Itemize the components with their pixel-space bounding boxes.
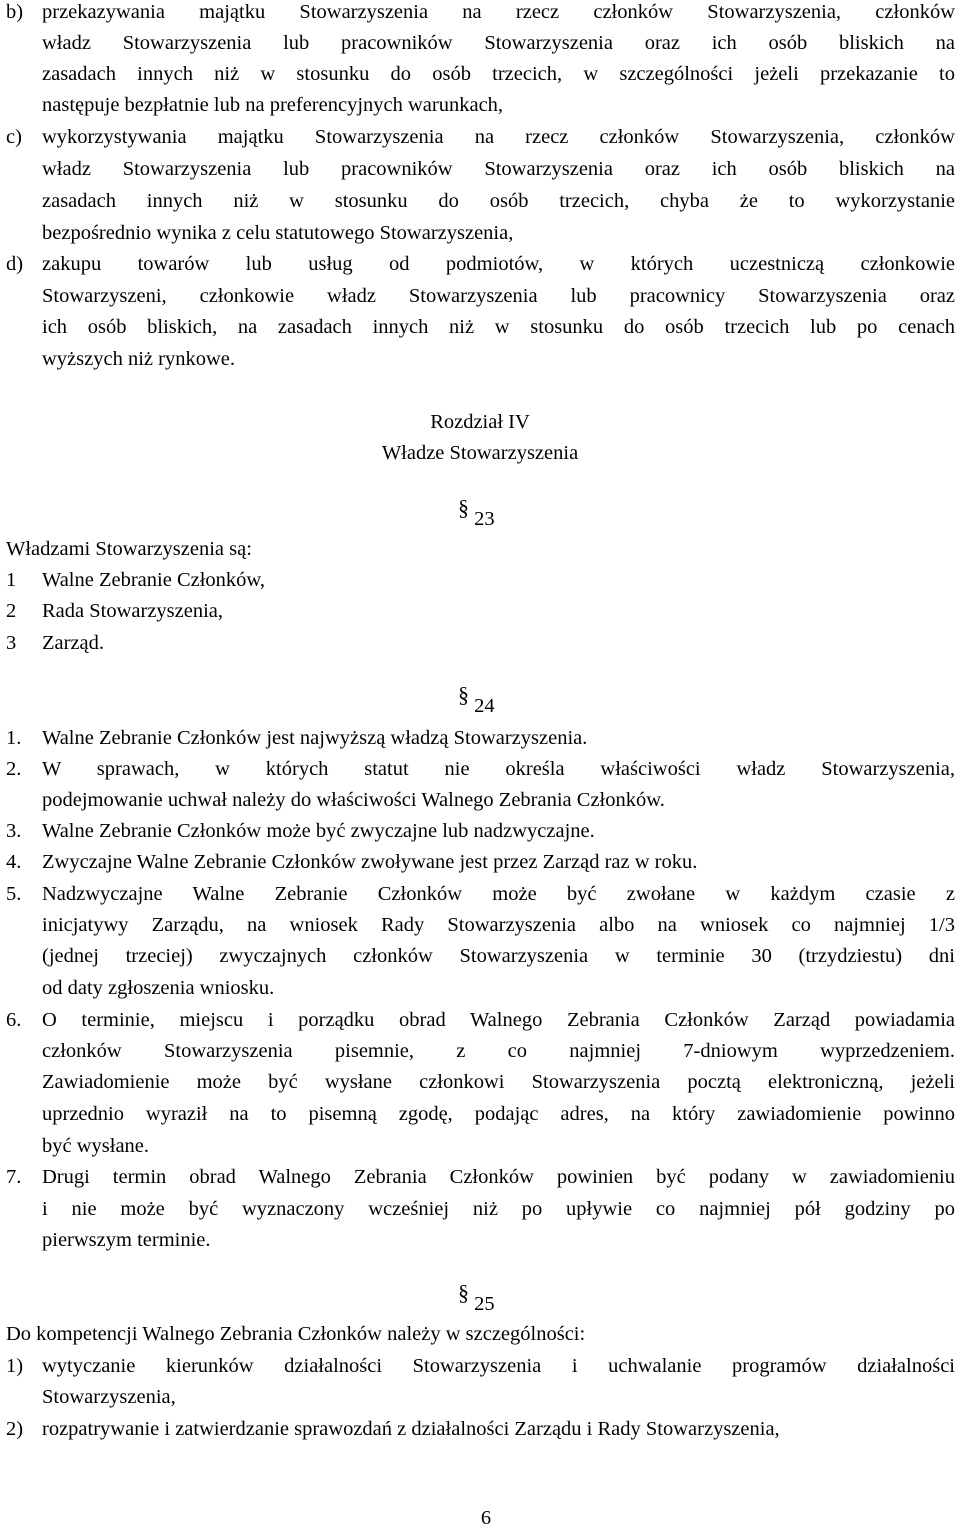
text-line: O terminie, miejscu i porządku obrad Walnego Zebrania Członków Zarząd powiadamia — [42, 1009, 955, 1031]
text-line: Drugi termin obrad Walnego Zebrania Członków powinien być podany w zawiadomieniu — [42, 1166, 955, 1188]
chapter-number: Rozdział IV — [430, 411, 530, 433]
text-line: pierwszym terminie. — [42, 1229, 211, 1251]
list-item: Zarząd. — [42, 632, 105, 654]
text-line: władz Stowarzyszenia lub pracowników Stowarzyszenia oraz ich osób bliskich na — [42, 32, 955, 54]
list-number: 1 — [6, 569, 17, 591]
section-intro: Władzami Stowarzyszenia są: — [6, 538, 252, 560]
list-marker: c) — [6, 126, 22, 148]
section-heading-23 — [458, 495, 495, 531]
list-number: 1) — [6, 1355, 24, 1377]
text-line: Zwyczajne Walne Zebranie Członków zwoływane jest przez Zarząd raz w roku. — [42, 851, 698, 873]
paragraph-number: 3. — [6, 820, 22, 842]
text-line: wytyczanie kierunków działalności Stowarzyszenia i uchwalanie programów działalności — [42, 1355, 955, 1377]
text-line: władz Stowarzyszenia lub pracowników Stowarzyszenia oraz ich osób bliskich na — [42, 158, 955, 180]
text-line: inicjatywy Zarządu, na wniosek Rady Stowarzyszenia albo na wniosek co najmniej 1/3 — [42, 914, 955, 936]
text-line: zasadach innych niż w stosunku do osób trzecich, chyba że to wykorzystanie — [42, 190, 955, 212]
page-number: 6 — [480, 1507, 492, 1529]
text-line: Nadzwyczajne Walne Zebranie Członków może być zwołane w każdym czasie z — [42, 883, 955, 905]
section-symbol: § — [458, 1280, 469, 1305]
list-number: 3 — [6, 632, 17, 654]
text-line: zasadach innych niż w stosunku do osób trzecich, w szczególności jeżeli przekazanie to — [42, 63, 955, 85]
text-line: Walne Zebranie Członków jest najwyższą władzą Stowarzyszenia. — [42, 727, 588, 749]
paragraph-number: 7. — [6, 1166, 22, 1188]
section-number: 23 — [474, 508, 495, 530]
section-heading-24 — [458, 682, 495, 718]
text-line: wyższych niż rynkowe. — [42, 348, 235, 370]
section-symbol: § — [458, 682, 469, 707]
list-item: Rada Stowarzyszenia, — [42, 600, 224, 622]
paragraph-number: 2. — [6, 758, 22, 780]
text-line: rozpatrywanie i zatwierdzanie sprawozdań z działalności Zarządu i Rady Stowarzyszenia, — [42, 1418, 780, 1440]
text-line: wykorzystywania majątku Stowarzyszenia na rzecz członków Stowarzyszenia, członków — [42, 126, 955, 148]
text-line: Zawiadomienie może być wysłane członkowi Stowarzyszenia pocztą elektroniczną, jeżeli — [42, 1071, 955, 1093]
text-line: uprzednio wyraził na to pisemną zgodę, podając adres, na który zawiadomienie powinno — [42, 1103, 955, 1125]
list-item: Walne Zebranie Członków, — [42, 569, 266, 591]
text-line: podejmowanie uchwał należy do właściwości Walnego Zebrania Członków. — [42, 789, 665, 811]
paragraph-number: 4. — [6, 851, 22, 873]
text-line: Walne Zebranie Członków może być zwyczajne lub nadzwyczajne. — [42, 820, 595, 842]
section-intro: Do kompetencji Walnego Zebrania Członków należy w szczególności: — [6, 1323, 586, 1345]
section-heading-25 — [458, 1280, 495, 1316]
list-marker: b) — [6, 1, 24, 23]
paragraph-number: 6. — [6, 1009, 22, 1031]
text-line: i nie może być wyznaczony wcześniej niż po upływie co najmniej pół godziny po — [42, 1198, 955, 1220]
text-line: zakupu towarów lub usług od podmiotów, w których uczestniczą członkowie — [42, 253, 955, 275]
text-line: przekazywania majątku Stowarzyszenia na rzecz członków Stowarzyszenia, członków — [42, 1, 955, 23]
text-line: członków Stowarzyszenia pisemnie, z co najmniej 7-dniowym wyprzedzeniem. — [42, 1040, 955, 1062]
list-number: 2 — [6, 600, 17, 622]
text-line: Stowarzyszenia, — [42, 1386, 176, 1408]
chapter-title: Władze Stowarzyszenia — [381, 442, 579, 464]
list-number: 2) — [6, 1418, 24, 1440]
text-line: następuje bezpłatnie lub na preferencyjnych warunkach, — [42, 94, 504, 116]
text-line: bezpośrednio wynika z celu statutowego Stowarzyszenia, — [42, 222, 514, 244]
text-line: (jednej trzeciej) zwyczajnych członków Stowarzyszenia w terminie 30 (trzydziestu) dni — [42, 945, 955, 967]
section-number: 24 — [474, 695, 495, 717]
text-line: W sprawach, w których statut nie określa właściwości władz Stowarzyszenia, — [42, 758, 955, 780]
section-number: 25 — [474, 1293, 495, 1315]
text-line: Stowarzyszeni, członkowie władz Stowarzyszenia lub pracownicy Stowarzyszenia oraz — [42, 285, 955, 307]
list-marker: d) — [6, 253, 24, 275]
text-line: ich osób bliskich, na zasadach innych niż w stosunku do osób trzecich lub po cenach — [42, 316, 955, 338]
paragraph-number: 1. — [6, 727, 22, 749]
paragraph-number: 5. — [6, 883, 22, 905]
section-symbol: § — [458, 495, 469, 520]
text-line: od daty zgłoszenia wniosku. — [42, 977, 275, 999]
text-line: być wysłane. — [42, 1135, 150, 1157]
